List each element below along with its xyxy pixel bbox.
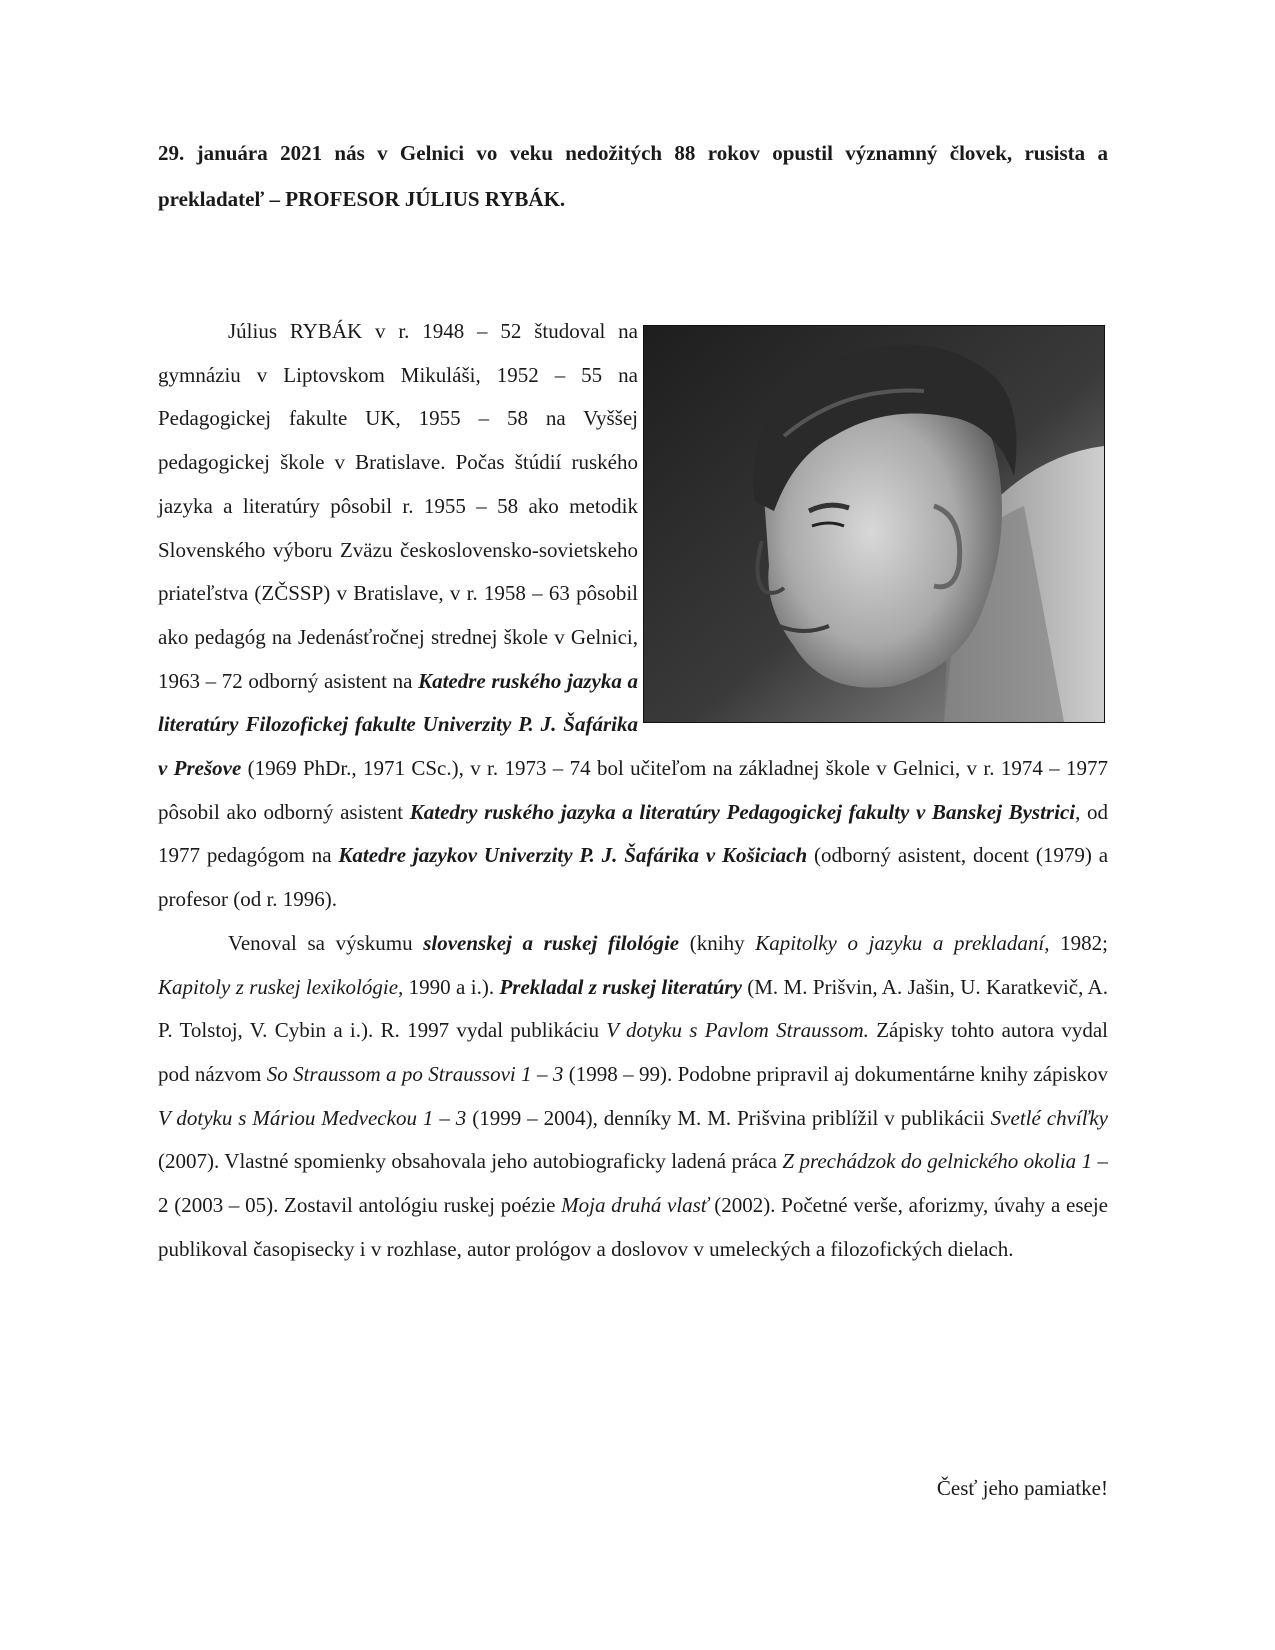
book-title: Kapitoly z ruskej lexikológie, <box>158 974 404 999</box>
text-run: (knihy <box>679 930 756 955</box>
photo-space <box>638 310 1108 728</box>
emphasis-run: Katedry ruského jazyka a literatúry Pedagogickej fakulty v Banskej Bystrici <box>409 799 1076 824</box>
text-run: Zápisky tohto autora vydal pod názvom <box>158 1018 1108 1086</box>
book-title: Kapitolky o jazyku a prekladaní, <box>755 930 1050 955</box>
emphasis-run: Katedre jazykov Univerzity P. J. Šafárika v Košiciach <box>338 843 808 868</box>
text-run: Venoval sa výskumu <box>228 930 424 955</box>
book-title: V dotyku s Máriou Medveckou 1 – 3 <box>158 1105 467 1130</box>
text-run: (odborný asistent, docent (1979) a profesor (od r. 1996). <box>158 843 1109 912</box>
book-title: Z prechádzok do gelnického okolia 1 – <box>782 1149 1108 1174</box>
book-title: Moja druhá vlasť <box>561 1193 709 1218</box>
text-run: (1999 – 2004), denníky M. M. Prišvina priblížil v publikácii <box>466 1105 991 1130</box>
text-run: Július RYBÁK v r. 1948 – 52 študoval na gymnáziu v Liptovskom Mikuláši, 1952 – 55 na Pedagogickej fakulte UK, 1955 – 58 na Vyššej pedagogickej škole v Bratislave. Počas štúdií ruského jazyka a literatúry pôsobil r. 1955 – 58 ako metodik Slovenského výboru Zväzu československo-sovietskeho priateľstva (ZČSSP) v Bratislave, v r. 1958 – 63 pôsobil ako pedagóg na Jedenásťročnej strednej škole v Gelnici, 1963 – 72 odborný asistent na <box>158 319 638 693</box>
text-run: 1982; <box>1049 930 1108 955</box>
text-run: (2007). Vlastné spomienky obsahovala jeho autobiograficky ladená práca <box>158 1149 783 1174</box>
text-run: (1969 PhDr., 1971 CSc.), v r. 1973 – 74 bol učiteľom na základnej škole v Gelnici, v r. 1974 – 1977 pôsobil ako odborný asistent <box>158 756 1108 824</box>
emphasis-run: slovenskej a ruskej filológie <box>423 930 680 955</box>
emphasis-run: Katedre ruského jazyka a literatúry Filozofickej fakulte Univerzity P. J. Šafárika v Prešove <box>158 668 638 781</box>
closing-line: Česť jeho pamiatke! <box>936 1476 1108 1500</box>
text-run: (1998 – 99). Podobne pripravil aj dokumentárne knihy zápiskov <box>563 1061 1108 1086</box>
book-title: V dotyku s Pavlom Straussom. <box>606 1018 869 1043</box>
book-title: Svetlé chvíľky <box>990 1105 1109 1130</box>
bio-paragraph-2 <box>158 922 1108 1272</box>
text-run: 2 (2003 – 05). Zostavil antológiu ruskej poézie <box>158 1193 562 1218</box>
biography <box>158 310 1108 1271</box>
text-run: (M. M. Prišvin, A. Jašin, U. Karatkevič, A. P. Tolstoj, V. Cybin a i.). R. 1997 vydal publikáciu <box>158 974 1108 1043</box>
headline: 29. januára 2021 nás v Gelnici vo veku nedožitých 88 rokov opustil významný človek, rusista a prekladateľ – PROFESOR JÚLIUS RYBÁK. <box>158 141 1108 211</box>
book-title: So Straussom a po Straussovi 1 – 3 <box>266 1061 564 1086</box>
text-run: , od 1977 pedagógom na <box>158 799 1109 868</box>
text-run: 1990 a i.). <box>403 974 500 999</box>
text-run: (2002). Početné verše, aforizmy, úvahy a eseje publikoval časopisecky i v rozhlase, autor prológov a doslovov v umeleckých a filozofických dielach. <box>158 1193 1108 1261</box>
emphasis-run: Prekladal z ruskej literatúry <box>499 974 742 999</box>
